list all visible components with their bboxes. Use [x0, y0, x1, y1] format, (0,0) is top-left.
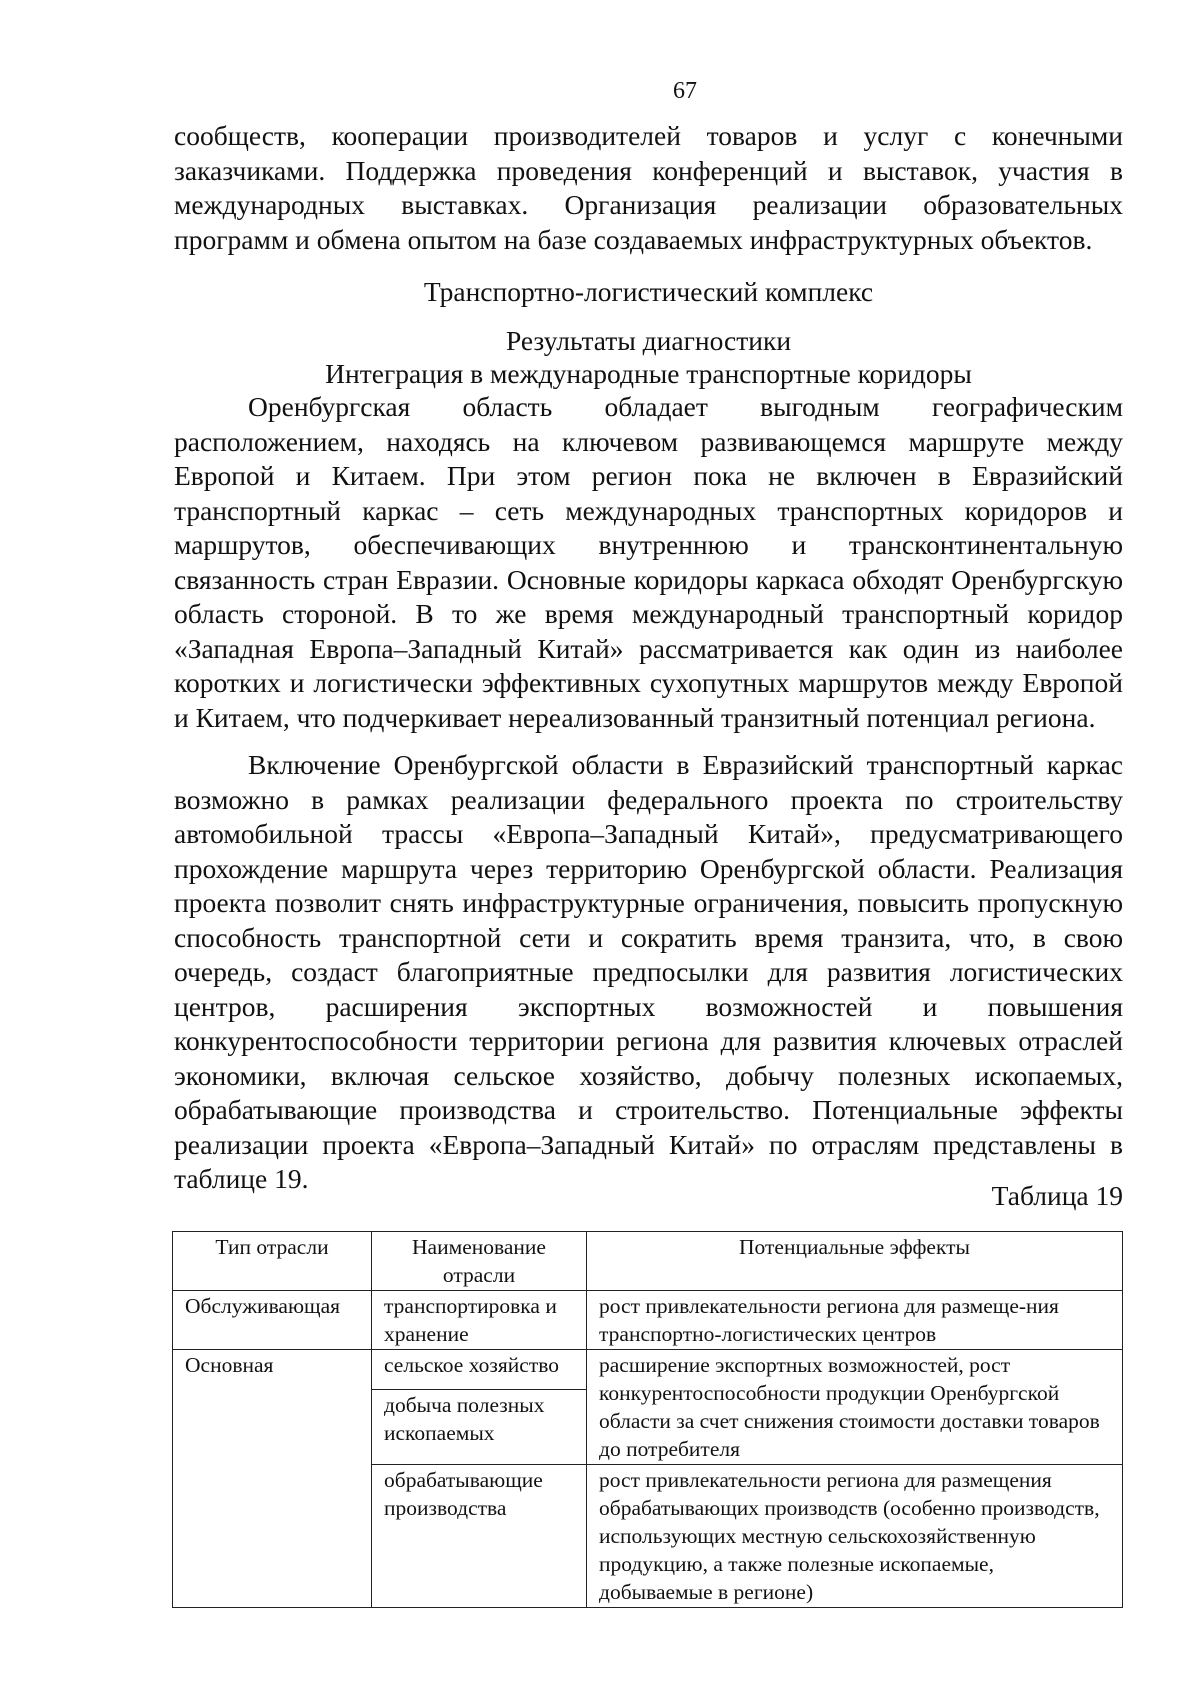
subsection-title: Результаты диагностики	[505, 325, 792, 356]
table-header-row	[173, 1232, 1123, 1291]
cell-type: Основная	[173, 1350, 372, 1608]
paragraph-location: Оренбургская область обладает выгодным географическим расположением, находясь на ключевом развивающемся маршруте между Европой и Китаем. При этом регион пока не включен в Евразийский транспортный каркас – сеть международных транспортных коридоров и маршрутов, обеспечивающих внутреннюю и трансконтинентальную связанность стран Евразии. Основные коридоры каркаса обходят Оренбургскую область стороной. В то же время международный транспортный коридор «Западная Европа–Западный Китай» рассматривается как один из наиболее коротких и логистически эффективных сухопутных маршрутов между Европой и Китаем, что подчеркивает нереализованный транзитный потенциал региона.	[174, 391, 1123, 733]
paragraph-project: Включение Оренбургской области в Евразийский транспортный каркас возможно в рамках реализации федерального проекта по строительству автомобильной трассы «Европа–Западный Китай», предусматривающего прохождение маршрута через территорию Оренбургской области. Реализация проекта позволит снять инфраструктурные ограничения, повысить пропускную способность транспортной сети и сократить время транзита, что, в свою очередь, создаст благоприятные предпосылки для развития логистических центров, расширения экспортных возможностей и повышения конкурентоспособности территории региона для развития ключевых отраслей экономики, включая сельское хозяйство, добычу полезных ископаемых, обрабатывающие производства и строительство. Потенциальные эффекты реализации проекта «Европа–Западный Китай» по отраслям представлены в таблице 19.	[174, 749, 1123, 1194]
table-row	[173, 1291, 1123, 1350]
paragraph-continuation: сообществ, кооперации производителей товаров и услуг с конечными заказчиками. Поддержка проведения конференций и выставок, участия в международных выставках. Организация реализации образовательных программ и обмена опытом на базе создаваемых инфраструктурных объектов.	[174, 120, 1123, 255]
cell-name: сельское хозяйство	[372, 1350, 587, 1390]
header-industry-name: Наименование отрасли	[372, 1232, 587, 1291]
cell-effect: расширение экспортных возможностей, рост конкурентоспособности продукции Оренбургской области за счет снижения стоимости доставки товаров до потребителя	[587, 1350, 1123, 1465]
cell-effect: рост привлекательности региона для размеще-ния транспортно-логистических центров	[587, 1291, 1123, 1350]
table-caption: Таблица 19	[991, 1180, 1123, 1211]
cell-effect: рост привлекательности региона для размещения обрабатывающих производств (особенно производств, использующих местную сельскохозяйственную продукцию, а также полезные ископаемые, добываемые в регионе)	[587, 1465, 1123, 1608]
cell-name: транспортировка и хранение	[372, 1291, 587, 1350]
header-industry-type: Тип отрасли	[173, 1232, 372, 1291]
page-number: 67	[673, 78, 697, 104]
header-potential-effects: Потенциальные эффекты	[587, 1232, 1123, 1291]
cell-type: Обслуживающая	[173, 1291, 372, 1350]
subsubsection-title: Интеграция в международные транспортные коридоры	[325, 358, 972, 389]
section-title: Транспортно-логистический комплекс	[423, 276, 874, 307]
cell-name: добыча полезных ископаемых	[372, 1389, 587, 1464]
effects-table	[172, 1231, 1123, 1608]
table-row	[173, 1350, 1123, 1390]
cell-name: обрабатывающие производства	[372, 1465, 587, 1608]
